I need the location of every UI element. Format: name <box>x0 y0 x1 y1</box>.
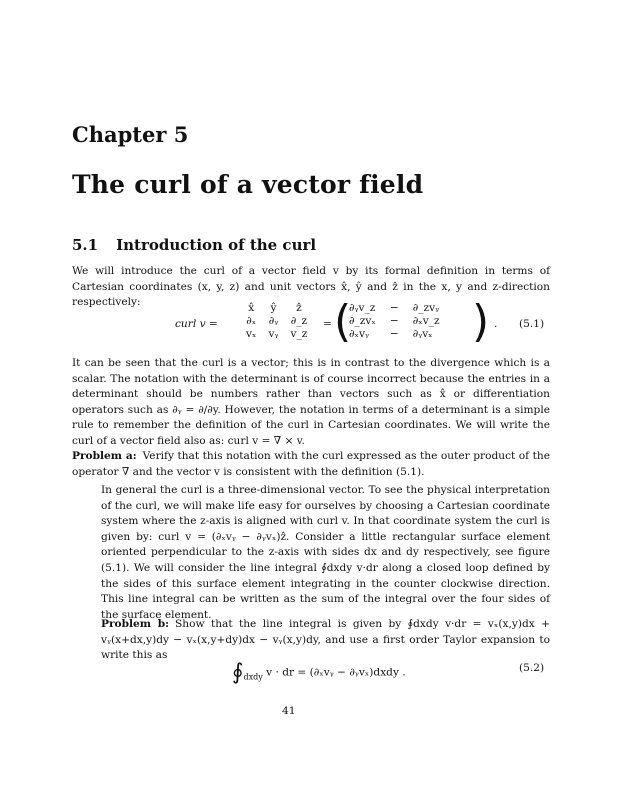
equation1-ref: (5.1) <box>519 318 545 330</box>
determinant-table: x̂ ŷ ẑ ∂ₓ ∂ᵧ ∂_z vₓ vᵧ v_z <box>246 302 308 340</box>
integral-subscript: dxdy <box>243 672 263 682</box>
equation2-body: v · dr = (∂ₓvᵧ − ∂ᵧvₓ)dxdy . <box>266 666 406 679</box>
problem-a <box>72 449 550 480</box>
equation2 <box>232 660 406 685</box>
determinant <box>240 302 313 341</box>
page-number: 41 <box>282 705 296 717</box>
intro-paragraph: We will introduce the curl of a vector field v by its formal definition in terms of Cartesian coordinates (x, y, z) and unit vectors x̂, ŷ and ẑ in the x, y and z-direction respectively: <box>72 265 550 309</box>
right-paren: ) <box>472 296 490 347</box>
section-heading <box>72 236 316 254</box>
problem-b-label: Problem b: <box>101 618 170 630</box>
equation1-lhs: curl v = <box>175 318 218 330</box>
equation1-period: . <box>494 318 498 330</box>
equation2-ref: (5.2) <box>519 662 545 674</box>
chapter-title: The curl of a vector field <box>72 170 424 199</box>
contour-integral-symbol: ∮ <box>232 660 244 685</box>
left-paren: ( <box>334 296 352 347</box>
problem-b-text: Show that the line integral is given by ∮dxdy v·dr = vₓ(x,y)dx + vᵧ(x+dx,y)dy − vₓ(x,y+dy)dx − vᵧ(x,y)dy, and use a first order Taylor expansion to write this as <box>101 618 550 662</box>
curl-explanation-paragraph: It can be seen that the curl is a vector; this is in contrast to the divergence which is a scalar. The notation with the determinant is of course incorrect because the entries in a determinant should be numbers rather than vectors such as x̂ or differentiation operators such as ∂ᵧ = ∂/∂y. However, the notation in terms of a determinant is a simple rule to remember the definition of the curl in Cartesian coordinates. We will write the curl of a vector field also as: curl v = ∇ × v. <box>72 357 550 447</box>
problem-a-label: Problem a: <box>72 450 137 462</box>
curl-vector-table: ∂ᵧv_z − ∂_zvᵧ ∂_zvₓ − ∂ₓv_z ∂ₓvᵧ − ∂ᵧvₓ <box>349 302 440 340</box>
curl-vector <box>342 302 447 341</box>
section-number: 5.1 <box>72 236 99 254</box>
physical-interpretation-paragraph: In general the curl is a three-dimensional vector. To see the physical interpretation of the curl, we will make life easy for ourselves by choosing a Cartesian coordinate system where the z-axis is aligned with curl v. In that coordinate system the curl is given by: curl v = (∂ₓvᵧ − ∂ᵧvₓ)ẑ. Consider a little rectangular surface element oriented perpendicular to the z-axis with sides dx and dy respectively, see figure (5.1). We will consider the line integral ∮dxdy v·dr along a closed loop defined by the sides of this surface element integrating in the counter clockwise direction. This line integral can be written as the sum of the integral over the four sides of the surface element. <box>101 484 550 621</box>
problem-a-text: Verify that this notation with the curl expressed as the outer product of the operator ∇ and the vector v is consistent with the definition (5.1). <box>72 450 550 478</box>
chapter-label: Chapter 5 <box>72 122 189 147</box>
section-title: Introduction of the curl <box>116 236 317 254</box>
equals-sign: = <box>323 318 332 330</box>
problem-b <box>101 617 550 664</box>
